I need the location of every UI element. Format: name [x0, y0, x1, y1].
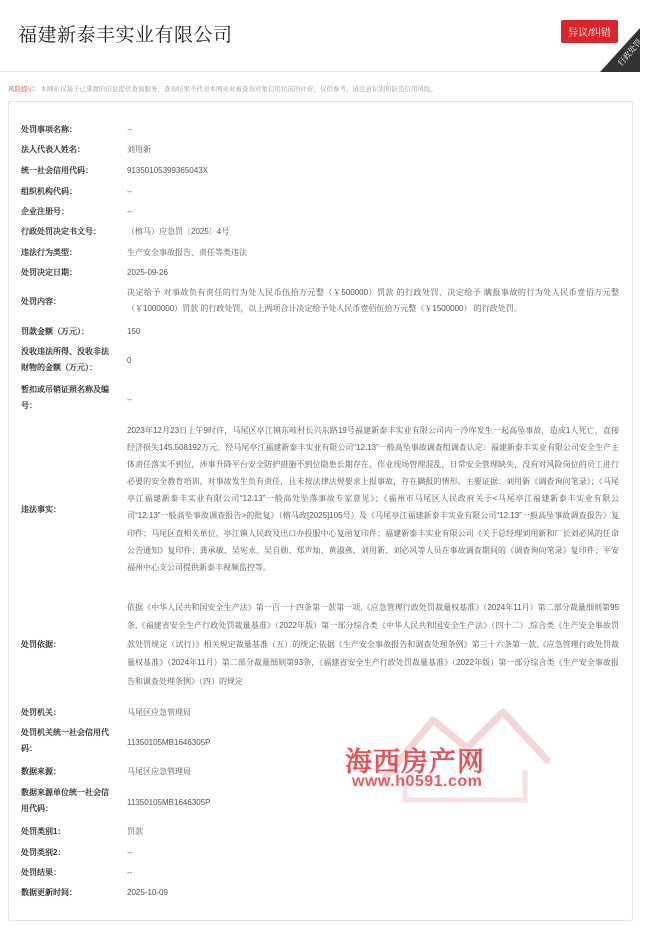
field-value: --	[127, 125, 133, 134]
field-value: 2025-10-09	[127, 888, 168, 897]
field-label	[21, 725, 109, 757]
field-value: 罚款	[127, 827, 143, 836]
field-label	[21, 785, 109, 817]
penalty-ribbon	[600, 28, 644, 72]
field-label-line: 码：	[21, 744, 37, 753]
field-value: 0	[127, 356, 132, 365]
field-value: 2025-09-26	[127, 268, 168, 277]
field-value: --	[127, 848, 133, 857]
field-label-line: 号：	[21, 401, 37, 410]
field-label: 行政处罚决定书文号：	[21, 227, 101, 236]
field-label: 处罚内容：	[21, 297, 61, 306]
field-label	[21, 344, 109, 376]
field-value: --	[127, 868, 133, 877]
field-label: 处罚事项名称：	[21, 125, 77, 134]
field-label: 处罚决定日期：	[21, 268, 77, 277]
field-label: 罚款金额（万元）：	[21, 327, 89, 336]
field-label-line: 用代码：	[21, 804, 53, 813]
field-label: 处罚依据：	[21, 640, 61, 649]
field-label-line: 暂扣或吊销证照名称及编	[21, 385, 109, 394]
page-header	[0, 0, 644, 72]
field-value: 马尾区应急管理局	[127, 708, 191, 717]
field-label: 组织机构代码：	[21, 187, 77, 196]
field-label: 数据更新时间：	[21, 888, 77, 897]
field-label: 违法事实：	[21, 505, 61, 514]
penalty-detail-card	[8, 101, 633, 921]
field-label-line: 处罚机关统一社会信用代	[21, 728, 109, 737]
ribbon-label: 行政处罚	[616, 37, 644, 68]
field-value: 11350105MB1646305P	[127, 738, 211, 747]
field-label: 违法行为类型：	[21, 248, 77, 257]
field-value: --	[127, 395, 133, 404]
field-value: 11350105MB1646305P	[127, 798, 211, 807]
field-label: 处罚结果：	[21, 868, 61, 877]
field-label: 处罚类别2：	[21, 848, 66, 857]
company-name: 福建新泰丰实业有限公司	[18, 25, 233, 46]
field-label-line: 财物的金额（万元）：	[21, 363, 97, 372]
field-value: 马尾区应急管理局	[127, 767, 191, 776]
field-value: 91350105399365043X	[127, 166, 208, 175]
field-label: 统一社会信用代码：	[21, 166, 93, 175]
field-label-line: 数据来源单位统一社会信	[21, 788, 109, 797]
watermark-site-url: www.h0591.com	[352, 773, 483, 790]
field-value: 刘用新	[127, 145, 151, 154]
risk-notice-label: 风险提示：	[8, 86, 41, 93]
risk-notice-text: 本网站仅基于已掌握的信息提供查询服务，查询结果不代表本网站对被查询对象信用状况的评价，仅供参考，请注意识别和防范信用风险。	[40, 86, 437, 93]
field-label: 处罚机关：	[21, 708, 61, 717]
field-label: 数据来源：	[21, 767, 61, 776]
field-value: （榕马）应急罚〔2025〕4号	[127, 227, 230, 236]
field-value: 2023年12月23日上午9时许，马尾区亭江镇东岐村长兴东路19号福建新泰丰实业有限公司内一冷库发生一起高坠事故，造成1人死亡，直接经济损失145.508192万元。经马尾亭江福建新泰丰实业有限公司“12.13”一般高坠事故调查组调查认定：福建新泰丰实业有限公司安全生产主体责任落实不到位，涉事升降平台安全防护措施不到位隐患长期存在，作业现场管理混乱，日常安全管理缺失，没有对风险岗位的员工进行必要的安全教育培训，对事故发生负有责任，且未按法律法规要求上报事故，存在瞒报的情形。主要证据：刘用新《调查询问笔录》；《马尾亭江福建新泰丰实业有限公司“12.13”一般高处坠落事故专家意见》；《福州市马尾区人民政府关于<马尾亭江福建新泰丰实业有限公司“12.13”一般高坠事故调查报告>的批复》（榕马政[2025]105号）及《马尾亭江福建新泰丰实业有限公司“12.13”一般高坠事故调查报告》复印件；马尾区直相关单位、亭江镇人民政及出口办投服中心复函复印件；福建新泰丰实业有限公司《关于总经理刘用新和厂长刘必风的任命公告通知》复印件；龚承敏、吴宪永、吴自勋、郑声灿、黄淑燕、刘用新、刘必风等人员在事故调查期间的《调查询问笔录》复印件；平安福州中心支公司提供新泰丰视频监控等。	[127, 426, 619, 572]
field-value: 决定给予 对事故负有责任的行为处人民币伍拾万元整（￥500000）罚款 的行政处罚，决定给予 瞒报事故的行为处人民币壹佰万元整（￥1000000）罚款 的行政处罚，以上两项合计决定给予处人民币壹佰伍拾万元整（￥1500000） 的行政处罚。	[127, 288, 619, 313]
field-value: 依据《中华人民共和国安全生产法》第一百一十四条第一款第一项,《应急管理行政处罚裁量权基准》（2024年11月）第二部分裁量细则第95条,《福建省安全生产行政处罚裁量基准》（2022年版）第一部分综合类《中华人民共和国安全生产法》（四十二）,综合类《生产安全事故罚款处罚规定（试行）》相关规定裁量基准（五）的规定;依据《生产安全事故报告和调查处理条例》第三十六条第一款,《应急管理行政处罚裁量权基准》（2024年11月）第二部分裁量细则第93条，《福建省安全生产行政处罚裁量基准》（2022年版）第一部分综合类《生产安全事故报告和调查处理条例》（四）的规定	[127, 603, 619, 686]
field-label: 企业注册号：	[21, 207, 69, 216]
field-label-line: 没收违法所得、没收非法	[21, 347, 109, 356]
watermark-site-name: 海西房产网	[345, 747, 485, 777]
field-value: --	[127, 187, 133, 196]
objection-button[interactable]: 异议/纠错	[561, 20, 618, 43]
field-value: 150	[127, 327, 141, 336]
field-label: 法人代表人姓名：	[21, 145, 85, 154]
field-label: 处罚类别1：	[21, 827, 66, 836]
field-value: --	[127, 207, 133, 216]
field-label	[21, 382, 109, 414]
field-value: 生产安全事故报告、责任等类违法	[127, 248, 247, 257]
risk-notice	[8, 84, 628, 93]
